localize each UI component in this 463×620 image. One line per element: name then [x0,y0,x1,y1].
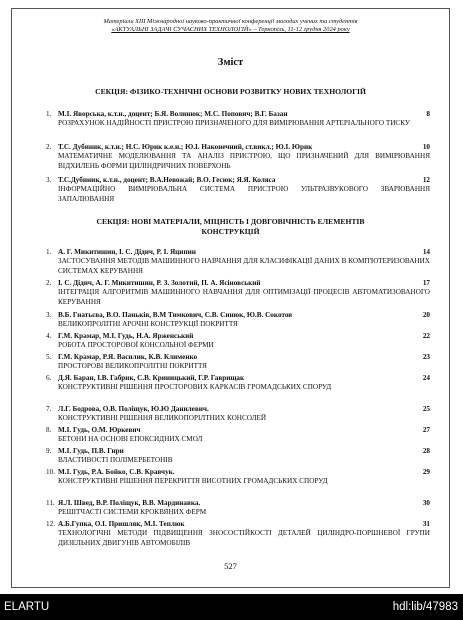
section-heading-2: СЕКЦІЯ: НОВІ МАТЕРІАЛИ, МІЦНІСТЬ І ДОВГОВІЧНІСТЬ ЕЛЕМЕНТІВ КОНСТРУКЦІЙ [96,217,365,236]
entry-title: ВЛАСТИВОСТІ ПОЛІМЕРБЕТОНІВ [58,456,173,465]
entry-page: 23 [422,353,430,361]
entry-authors: М.І. Гудь, О.М. Юркевич [58,426,141,434]
page-number: 527 [224,561,237,571]
toc-entry[interactable] [46,176,430,204]
entry-page: 30 [422,499,430,507]
entry-number: 11. [46,499,55,507]
toc-entry[interactable] [46,143,430,171]
entry-number: 8. [46,426,52,434]
entry-title: ІНТЕГРАЦІЯ АЛГОРИТМІВ МАШИННОГО НАВЧАННЯ ДЛЯ ОПТИМІЗАЦІЇ ПРОЦЕСІВ АВТОМАТИЗОВАНОГО КЕРУВАННЯ [58,288,430,306]
toc-entry[interactable] [46,353,430,372]
section-heading-1: СЕКЦІЯ: ФІЗИКО-ТЕХНІЧНІ ОСНОВИ РОЗВИТКУ НОВИХ ТЕХНОЛОГІЙ [95,87,366,96]
entry-page: 24 [422,374,430,382]
entry-authors: М.І. Яворська, к.т.н., доцент; Б.Я. Волинюк; М.С. Попович; В.Г. Базан [58,110,288,118]
entry-title: ІНФОРМАЦІЙНО ВИМІРЮВАЛЬНА СИСТЕМА ПРИСТРОЮ УЛЬТРАЗВУКОВОГО ЗВАРЮВАННЯ ЗАПАЛЮВАННЯ [58,185,430,203]
toc-entry[interactable] [46,248,430,276]
toc-entry[interactable] [46,405,430,424]
entry-page: 22 [422,332,430,340]
entry-number: 9. [46,447,52,455]
entry-authors: Я.Л. Швед, В.Р. Поліщук, В.В. Мардинавка. [58,499,201,507]
entry-authors: В.Б. Гнатьєва, В.О. Паньків, В.М Тимкович, С.В. Синюк, Ю.В. Сокотов [58,311,293,319]
entry-title: ВЕЛИКОПРОЛІТНІ АРОЧНІ КОНСТРУКЦІЇ ПОКРИТТЯ [58,320,238,329]
entry-title: ПРОСТОРОВІ ВЕЛИКОПРОЛІТНІ ПОКРИТТЯ [58,362,207,371]
entry-title: ТЕХНОЛОГІЧНІ МЕТОДИ ПІДВИЩЕННЯ ЗНОСОСТІЙКОСТІ ДЕТАЛЕЙ ЦИЛІНДРО-ПОРШНЕВОЇ ГРУПИ ДИЗЕЛЬНИХ ДВИГУНІВ АВТОМОБІЛІВ [58,529,430,547]
toc-entry[interactable] [46,520,430,548]
entry-page: 12 [422,176,430,184]
entry-number: 2. [46,143,52,151]
entry-authors: Г.М. Крамар, Р.Я. Василик, К.В. Клименко [58,353,198,361]
toc-entry[interactable] [46,374,430,393]
entry-number: 6. [46,374,52,382]
entry-title: РОЗРАХУНОК НАДІЙНОСТІ ПРИСТРОЮ ПРИЗНАЧЕНОГО ДЛЯ ВИМІРЮВАННЯ АРТЕРІАЛЬНОГО ТИСКУ [58,119,410,128]
entry-number: 7. [46,405,52,413]
entry-authors: Л.Г. Бодрова, О.В. Поліщук, Ю.Ю Данилевич. [58,405,209,413]
page-title: Зміст [217,57,244,68]
entry-page: 14 [422,248,430,256]
entry-number: 5. [46,353,52,361]
entry-number: 12. [46,520,55,528]
entry-page: 8 [426,110,430,118]
header-line-1: Матеріали XIII Міжнародної науково-практичної конференції молодих учених та студентів [103,18,358,25]
entry-number: 3. [46,176,52,184]
toc-entry[interactable] [46,311,430,330]
entry-authors: Д.Я. Баран, І.В. Габрик, С.В. Криницький, Г.Р. Гаврищак [58,374,245,382]
entry-authors: А. Г. Микитишин, І. С. Дідич, Р. І. Яципин [58,248,196,256]
entry-authors: І. С. Дідич, А. Г. Микитишин, Р. З. Золотий, П. А. Ясіновський [58,279,261,287]
toc-entry[interactable] [46,110,430,129]
entry-page: 17 [422,279,430,287]
toc-entry[interactable] [46,426,430,445]
entry-page: 10 [422,143,430,151]
toc-entry[interactable] [46,447,430,466]
header-line-2: «АКТУАЛЬНІ ЗАДАЧІ СУЧАСНИХ ТЕХНОЛОГІЙ» – Тернопіль, 11-12 грудня 2024 року [111,26,350,33]
entry-page: 27 [422,426,430,434]
entry-title: РОБОТА ПРОСТОРОВОЇ КОНСОЛЬНОЇ ФЕРМИ [58,341,214,350]
entry-number: 3. [46,311,52,319]
document-page [11,8,450,588]
entry-number: 1. [46,248,52,256]
entry-title: МАТЕМАТИЧНЕ МОДЕЛЮВАННЯ ТА АНАЛІЗ ПРИСТРОЮ, ЩО ПРИЗНАЧЕНИЙ ДЛЯ ВИМІРЮВАННЯ ВІДХИЛЕНЬ ФОРМИ ЦИЛІНДРИЧНИХ ПОВЕРХОНЬ [58,152,430,170]
entry-page: 28 [422,447,430,455]
entry-title: КОНСТРУКТИВНІ РІШЕННЯ ВЕЛИКОПОРІЛТНИХ КОНСОЛЕЙ [58,414,267,423]
entry-title: БЕТОНИ НА ОСНОВІ ЕПОКСИДНИХ СМОЛ [58,435,203,444]
entry-page: 20 [422,311,430,319]
entry-authors: Г.М. Крамар, М.І. Гудь, Н.А. Ярженський [58,332,194,340]
toc-entry[interactable] [46,279,430,307]
handle-identifier: hdl:lib/47983 [392,601,458,613]
entry-authors: М.І. Гудь, Р.А. Бойко, С.В. Кравчук. [58,468,175,476]
entry-page: 29 [422,468,430,476]
entry-authors: Т.С.Дубиник, к.т.н., доцент; В.А.Невожай; В.О. Гесюк; Я.Я. Коляса [58,176,276,184]
entry-authors: А.Б.Гупка, О.І. Пришляк, М.І. Теплюк [58,520,185,528]
toc-entry[interactable] [46,332,430,351]
entry-title: ЗАСТОСУВАННЯ МЕТОДІВ МАШИННОГО НАВЧАННЯ ДЛЯ КЛАСИФІКАЦІЇ ДАНИХ В КОМП'ЮТЕРИЗОВАНИХ СИСТЕМАХ КЕРУВАННЯ [58,257,430,275]
entry-page: 31 [422,520,430,528]
entry-title: КОНСТРУКТИВНІ РІШЕННЯ ПРОСТОРОВИХ КАРКАСІВ ГРОМАДСЬКИХ СПОРУД [58,383,332,392]
repository-footer-bar [0,594,463,620]
conference-header [12,18,449,34]
entry-title: КОНСТРУКТИВНІ РІШЕННЯ ПЕРЕКРИТТЯ ВИСОТНИХ ГРОМАДСЬКИХ СПОРУД [58,477,328,486]
entry-authors: М.І. Гудь, П.В. Гнри [58,447,124,455]
entry-number: 10. [46,468,55,476]
entry-number: 2. [46,279,52,287]
repository-name: ELARTU [4,601,50,613]
entry-title: РЕШІТЧАСТІ СИСТЕМИ КРОКВЯНИХ ФЕРМ [58,508,207,517]
entry-number: 4. [46,332,52,340]
entry-page: 25 [422,405,430,413]
entry-number: 1. [46,110,52,118]
toc-entry[interactable] [46,468,430,487]
toc-entry[interactable] [46,499,430,518]
entry-authors: Т.С. Дубиник, к.т.н.; Н.С. Юрик к.е.н.; Ю.І. Наконечний, ст.викл.; Ю.І. Юрик [58,143,313,151]
